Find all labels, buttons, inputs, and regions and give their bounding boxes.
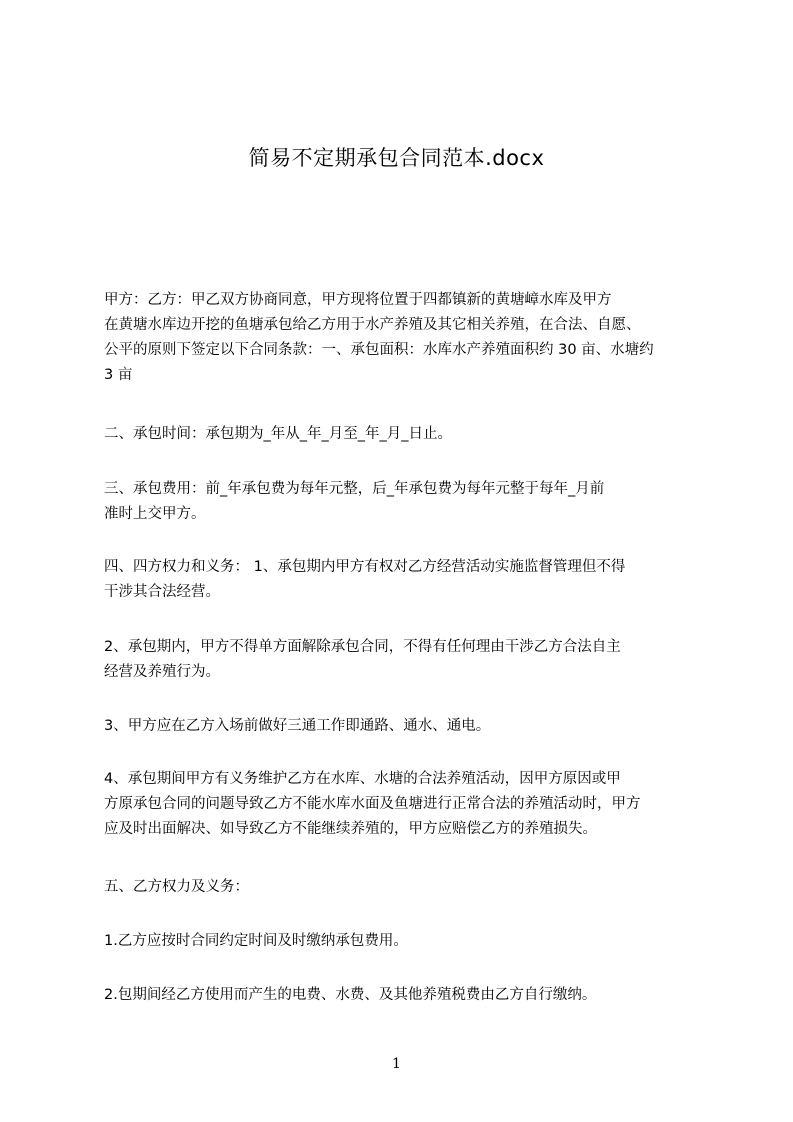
text-line: 2、承包期内，甲方不得单方面解除承包合同，不得有任何理由干涉乙方合法自主: [104, 639, 621, 655]
text-line: 在黄塘水库边开挖的鱼塘承包给乙方用于水产养殖及其它相关养殖，在合法、自愿、: [104, 317, 641, 333]
paragraph-party-b-rights: [104, 875, 704, 900]
text-line: 公平的原则下签定以下合同条款：一、承包面积：水库水产养殖面积约 30 亩、水塘约: [104, 342, 654, 358]
text-line: 甲方：乙方：甲乙双方协商同意，甲方现将位置于四都镇新的黄塘嶂水库及甲方: [104, 292, 612, 308]
paragraph-party-a-rights: [104, 555, 704, 605]
paragraph-b-clause-2: [104, 983, 704, 1008]
text-line: 经营及养殖行为。: [104, 664, 220, 680]
text-line: 4、承包期间甲方有义务维护乙方在水库、水塘的合法养殖活动，因甲方原因或甲: [104, 771, 621, 787]
text-line: 方原承包合同的问题导致乙方不能水库水面及鱼塘进行正常合法的养殖活动时，甲方: [104, 796, 641, 812]
paragraph-clause-2: [104, 635, 704, 685]
page-number: 1: [392, 1056, 401, 1072]
text-line: 五、乙方权力及义务：: [104, 879, 249, 895]
text-line: 四、四方权力和义务： 1、承包期内甲方有权对乙方经营活动实施监督管理但不得: [104, 559, 626, 575]
paragraph-fee: [104, 477, 704, 527]
text-line: 3 亩: [104, 367, 133, 383]
text-line: 2.包期间经乙方使用而产生的电费、水费、及其他养殖税费由乙方自行缴纳。: [104, 987, 597, 1003]
text-line: 干涉其合法经营。: [104, 584, 220, 600]
paragraph-intro: [104, 288, 704, 388]
paragraph-clause-3: [104, 714, 704, 739]
text-line: 二、承包时间：承包期为_年从_年_月至_年_月_日止。: [104, 426, 452, 442]
text-line: 1.乙方应按时合同约定时间及时缴纳承包费用。: [104, 933, 408, 949]
paragraph-b-clause-1: [104, 929, 704, 954]
document-title: 简易不定期承包合同范本.docx: [248, 146, 545, 170]
paragraph-term: [104, 422, 704, 447]
text-line: 应及时出面解决、如导致乙方不能继续养殖的，甲方应赔偿乙方的养殖损失。: [104, 821, 597, 837]
text-line: 3、甲方应在乙方入场前做好三通工作即通路、通水、通电。: [104, 718, 491, 734]
text-line: 准时上交甲方。: [104, 506, 206, 522]
paragraph-clause-4: [104, 767, 704, 842]
text-line: 三、承包费用：前_年承包费为每年元整，后_年承包费为每年元整于每年_月前: [104, 481, 605, 497]
